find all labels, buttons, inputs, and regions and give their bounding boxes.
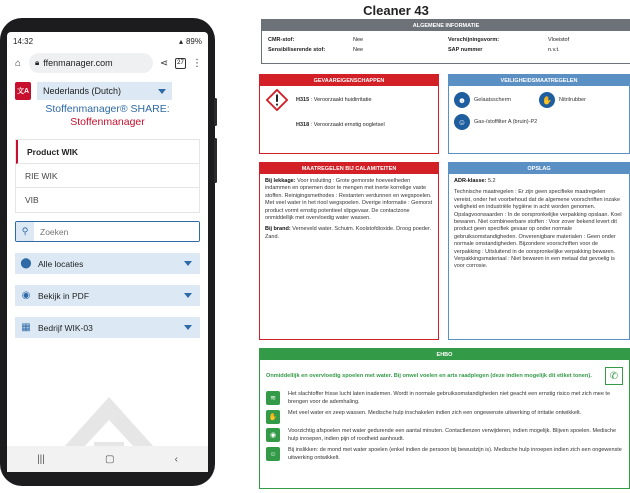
eye-icon: ◉ xyxy=(21,290,31,301)
glove-icon: ✋ xyxy=(539,92,555,108)
hazard-2-code: H318 xyxy=(296,122,310,128)
chevron-down-icon xyxy=(184,293,192,298)
recent-apps-icon[interactable]: ||| xyxy=(37,453,45,465)
nav-item-vib[interactable]: VIB xyxy=(25,195,39,205)
location-filter[interactable] xyxy=(15,253,200,274)
fire-label: Bij brand: xyxy=(265,226,291,233)
spill-label: Bij lekkage: xyxy=(265,178,296,184)
brand-line-1: Stoffenmanager® SHARE: xyxy=(45,103,170,115)
company-select-label: Bedrijf WIK-03 xyxy=(38,322,93,333)
form-value: Vloeistof xyxy=(548,37,570,43)
eye-wash-icon: ◉ xyxy=(266,428,280,442)
map-pin-icon: ⬤ xyxy=(20,258,32,269)
safety-section xyxy=(448,74,630,154)
sensitizing-value: Nee xyxy=(353,47,364,53)
first-aid-skin: Met veel water en zeep wassen. Medische hulp inschakelen indien zich een ongewenste uitwerking of irritatie ontwikkelt. xyxy=(288,410,582,416)
general-info-header: ALGEMENE INFORMATIE xyxy=(262,20,630,31)
signal-icon: ▴ xyxy=(178,36,183,46)
mouth-icon: ☺ xyxy=(266,447,280,461)
search-input[interactable] xyxy=(34,222,199,241)
respirator-icon: ☺ xyxy=(454,114,470,130)
first-aid-ingestion: Bij inslikken: de mond met water spoelen (enkel indien de persoon bij bewustzijn is). Medische hulp inroepen indien zich een ongewenste uitwerking ontwikkelt. xyxy=(288,447,622,461)
first-aid-intro: Onmiddellijk en overvloedig spoelen met water. Bij onwel voelen en arts raadplegen (deze indien mogelijk dit etiket tonen). xyxy=(266,373,592,379)
company-select[interactable] xyxy=(15,317,200,338)
hazard-1-code: H315 xyxy=(296,97,310,103)
tabs-button[interactable]: 27 xyxy=(175,58,186,69)
form-label: Verschijningsvorm: xyxy=(448,37,500,43)
safety-header: VEILIGHEIDSMAATREGELEN xyxy=(449,75,629,86)
home-icon[interactable]: ⌂ xyxy=(14,57,22,69)
url-text: ffenmanager.com xyxy=(43,58,113,68)
first-aid-section xyxy=(259,348,630,489)
view-pdf-select[interactable] xyxy=(15,285,200,306)
location-filter-label: Alle locaties xyxy=(38,258,84,269)
cmr-value: Nee xyxy=(353,37,364,43)
battery-level: 89% xyxy=(185,36,202,46)
hazards-section xyxy=(259,74,439,154)
phone-screen xyxy=(7,32,208,472)
brand-title xyxy=(7,103,208,129)
menu-icon[interactable]: ⋮ xyxy=(192,57,202,69)
first-aid-header: EHBO xyxy=(260,349,629,360)
search-box xyxy=(15,221,200,242)
spill-text: Voor insluiting : Grote gemorste hoeveelheden indammen en opnemen door te mengen met inerte korrelige vaste stoffen. Reinigingsmethodes : Restanten verdunnen en wegspoelen. Met veel water in het riool wegspoelen. Overige informatie : Gemorst product vormt ernstig potentieel slipgevaar. De contactzone onmiddellijk met overvloedig water wassen. xyxy=(265,178,433,222)
search-icon[interactable]: ⚲ xyxy=(16,222,34,241)
sensitizing-label: Sensibiliserende stof: xyxy=(268,47,326,53)
product-sheet xyxy=(256,0,630,493)
calamity-section xyxy=(259,162,439,340)
cmr-label: CMR-stof: xyxy=(268,37,295,43)
android-nav-bar xyxy=(7,446,208,472)
chevron-down-icon xyxy=(184,261,192,266)
status-bar xyxy=(7,32,208,50)
storage-section xyxy=(448,162,630,340)
hazards-header: GEVAAREIGENSCHAPPEN xyxy=(260,75,438,86)
lungs-icon: ≋ xyxy=(266,391,280,405)
adr-label: ADR-klasse: xyxy=(454,178,487,184)
face-shield-icon: ☻ xyxy=(454,92,470,108)
first-aid-inhalation: Het slachtoffer frisse lucht laten inademen. Wordt in normale gebruiksomstandigheden niet geacht een ernstig risico met zich mee te brengen voor de ademhaling. xyxy=(288,391,611,405)
fire-text: Verneveld water. Schuim. Koolstofdioxide. Droog poeder. Zand. xyxy=(265,226,432,240)
view-pdf-label: Bekijk in PDF xyxy=(38,290,90,301)
ppe-gloves: Nitrilrubber xyxy=(559,96,586,103)
translate-icon: 文A xyxy=(15,82,31,100)
nav-item-rie-wik[interactable]: RIE WIK xyxy=(16,164,199,188)
share-icon[interactable]: ⋖ xyxy=(159,57,169,69)
general-info-section xyxy=(261,19,630,64)
language-selected: Nederlands (Dutch) xyxy=(43,86,122,96)
storage-header: OPSLAG xyxy=(449,163,629,174)
lock-icon: 🔒︎ xyxy=(35,58,40,67)
phone-icon: ✆ xyxy=(605,367,623,385)
chevron-down-icon xyxy=(184,325,192,330)
ppe-respirator: Gas-/stoffilter A (bruin)-P2 xyxy=(474,118,538,125)
status-time: 14:32 xyxy=(13,36,34,46)
home-button-icon[interactable]: ▢ xyxy=(104,453,115,465)
sap-label: SAP nummer xyxy=(448,47,483,53)
hazard-2-text: : Veroorzaakt ernstig oogletsel xyxy=(310,122,385,128)
document-nav xyxy=(15,139,200,213)
browser-toolbar xyxy=(7,50,208,76)
storage-text: Technische maatregelen : Er zijn geen specifieke maatregelen vereist, onder het voorbehoud dat de algemene voorschriften inzake veiligheid en industriële hygiëne in acht worden genomen. Opslagvoorwaarden : In de oorspronkelijke verpakking opslaan. Koel bewaren. Niet combineerbare stoffen : Voor zover bekend levert dit product geen specifiek gevaar op onder normale gebruiksomstandigheden. Onverenigbare materialen : Geen onder normale omstandigheden. Bijzondere voorschriften voor de verpakking : Uitsluitend in de oorspronkelijke verpakking bewaren. Verpakkingsmateriaal : Niet bewaren in een metaal dat gevoelig is voor corrosie. xyxy=(454,189,622,270)
language-select[interactable] xyxy=(37,82,172,100)
address-bar[interactable] xyxy=(29,53,153,73)
table-icon: ▦ xyxy=(21,322,31,333)
first-aid-eyes: Voorzichtig afspoelen met water gedurende een aantal minuten. Contactlenzen verwijderen, indien mogelijk. Blijven spoelen. Medische hulp inroepen, indien pijn of roodheid aanhoudt. xyxy=(288,428,617,442)
chevron-down-icon xyxy=(158,89,166,94)
adr-value: 5.2 xyxy=(487,178,496,184)
ppe-face-shield: Gelaatsscherm xyxy=(474,96,511,103)
phone-frame xyxy=(0,18,215,486)
sap-value: n.v.t. xyxy=(548,47,560,53)
product-title: Cleaner 43 xyxy=(363,3,429,18)
ghs-exclamation-icon xyxy=(266,89,288,111)
hazard-1-text: : Veroorzaakt huidirritatie xyxy=(310,97,372,103)
back-icon[interactable]: ‹ xyxy=(174,453,178,465)
calamity-header: MAATREGELEN BIJ CALAMITEITEN xyxy=(260,163,438,174)
nav-item-product-wik[interactable]: Product WIK xyxy=(16,140,199,164)
hand-wash-icon: ✋ xyxy=(266,410,280,424)
brand-line-2: Stoffenmanager xyxy=(70,116,145,128)
